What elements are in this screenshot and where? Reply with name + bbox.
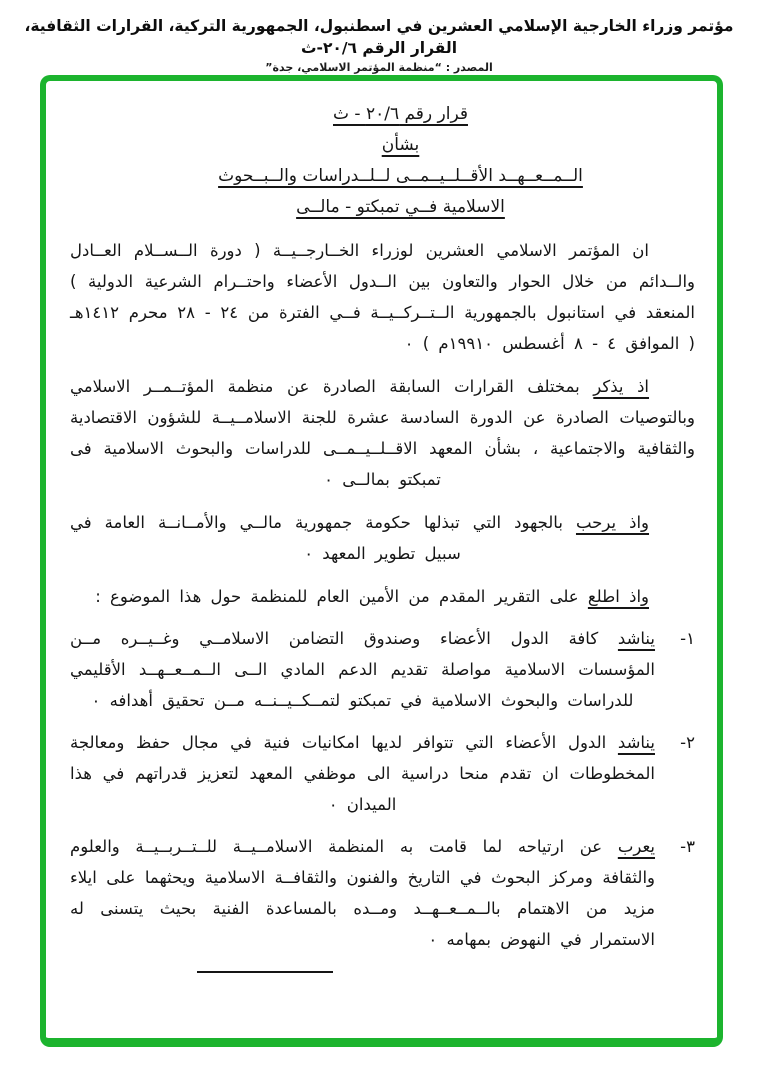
preamble-paragraph (70, 235, 695, 359)
resolution-content (70, 99, 695, 973)
resolution-title-block (88, 99, 713, 223)
item-text: الدول الأعضاء التي تتوافر لديها امكانيات فنية في مجال حفظ ومعالجة المخطوطات ان تقدم منحا دراسية الى موظفي المعهد لتعزيز قدراتهم في هذا الميدان ٠ (70, 733, 655, 814)
item-body (70, 831, 655, 955)
item-number: ١- (680, 629, 695, 648)
operative-item (70, 623, 695, 716)
preamble-paragraph (70, 371, 695, 495)
source-line (0, 61, 758, 74)
header-title: مؤتمر وزراء الخارجية الإسلامي العشرين في اسطنبول، الجمهورية التركية، القرارات الثقافية، القرار الرقم ٢٠/٦-ث (24, 17, 734, 57)
item-body (70, 623, 655, 716)
source-label: المصدر : (445, 61, 493, 74)
paragraph-lead: واذ يرحب (575, 513, 650, 532)
item-body (70, 727, 655, 820)
item-text: كافة الدول الأعضاء وصندوق التضامن الاسلامــي وغــيــره مــن المؤسسات الاسلامية مواصلة تقديم الدعم المادي الــى الــمــعــهــد الأقليمي للدراسات والبحوث الاسلامية في تمبكتو لتمــكــيــنــه مــن تحقيق أهدافه ٠ (70, 629, 655, 710)
operative-item (70, 727, 695, 820)
operative-item (70, 831, 695, 955)
end-divider (197, 971, 333, 973)
resolution-title-line-4: الاسلامية فــي تمبكتو - مالــى (296, 197, 505, 217)
resolution-title-line-1: قرار رقم ٢٠/٦ - ث (333, 104, 468, 124)
item-lead: يعرب (617, 837, 656, 856)
item-text: عن ارتياحه لما قامت به المنظمة الاسلامــيــة للــتــربــيــة والعلوم والثقافة ومركز البحوث في التاريخ والفنون والثقافــة الاسلامية ويحثهما على ايلاء مزيد من الاهتمام بالــمــعــهــد ومــده بالمساعدة الفنية بحيث يتسنى له الاستمرار في النهوض بمهامه ٠ (70, 837, 655, 949)
source-value: “منظمة المؤتمر الاسلامي، جدة” (265, 61, 442, 74)
paragraph-text: ان المؤتمر الاسلامي العشرين لوزراء الخــارجــيــة ( دورة الــســلام العــادل والــدائم من خلال الحوار والتعاون بين الــدول الأعضاء واحتــرام الشرعية الدولية ) المنعقد في استانبول بالجمهورية الــتــركــيــة فــي الفترة من ٢٤ - ٢٨ محرم ١٤١٢هـ ( الموافق ٤ - ٨ أغسطس ١٩٩١٠م ) ٠ (70, 241, 695, 353)
paragraph-text: على التقرير المقدم من الأمين العام للمنظمة حول هذا الموضوع : (95, 587, 579, 606)
resolution-frame (40, 75, 723, 1047)
item-lead: يناشد (617, 733, 655, 752)
paragraph-lead: واذ اطلع (587, 587, 649, 606)
preamble-paragraph (70, 507, 695, 569)
preamble-paragraph (70, 581, 695, 612)
paragraph-text: بمختلف القرارات السابقة الصادرة عن منظمة المؤتــمــر الاسلامي وبالتوصيات الصادرة عن الدورة السادسة عشرة للجنة الاسلامــيــة للشؤون الاقتصادية والثقافية والاجتماعية ، بشأن المعهد الاقــلــيــمــى للدراسات والبحوث الاسلامية فى تمبكتو بمالــى ٠ (70, 377, 695, 489)
item-number: ٢- (680, 733, 695, 752)
resolution-title-line-3: الــمــعــهــد الأقــلــيــمــى لــلــدراسات والــبــحوث (218, 166, 583, 186)
paragraph-lead: اذ يذكر (593, 377, 650, 396)
item-number: ٣- (680, 837, 695, 856)
item-lead: يناشد (617, 629, 656, 648)
paragraph-text: بالجهود التي تبذلها حكومة جمهورية مالــي والأمــانــة العامة في سبيل تطوير المعهد ٠ (70, 513, 563, 563)
resolution-title-line-2: بشأن (381, 135, 420, 155)
document-header (0, 0, 758, 74)
